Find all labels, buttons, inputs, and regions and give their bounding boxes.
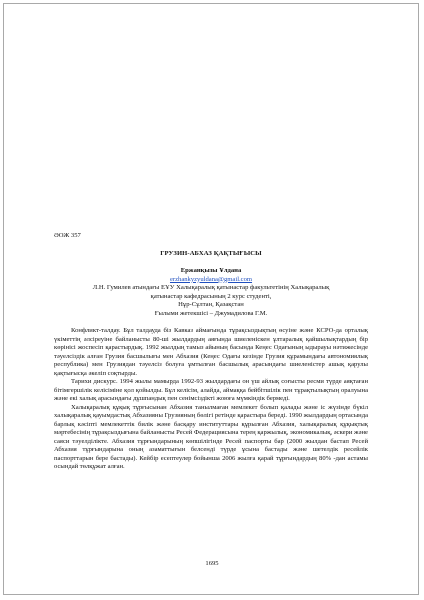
paragraph-conflict-analysis: Конфликт-талдау. Бұл талдауда біз Кавказ аймағында тұрақсыздықтың өсуіне және КСРО-да орталық үкіметтің әлсіреуіне байланысты 80-ші жылдардың аяғында шиеленіскен ұлтаралық қайшылықтардың бір көрінісі жоспесіп қарастырдық. 1992 жылдың тамыз айының басында Кеңес Одағының ыдырауы нәтижесінде тәуелсіздік алған Грузия басшылығы мен Абхазия (Кеңес Одағы кезінде Грузия құрамындағы автономиялық республика) мен Грузиядан тәуелсіз болуға ұмтылған басшылық арасындағы шиеленістер ашық қарулы қақтығысқа әкеліп соқтырды. — [54, 327, 368, 377]
author-email-link[interactable]: erzhankyzyuldana@gmail.com — [169, 275, 253, 283]
article-title: ГРУЗИН-АБХАЗ ҚАҚТЫҒЫСЫ — [160, 249, 262, 257]
affiliation-line: қатынастар кафедрасының 2 курс студенті, — [150, 292, 272, 300]
author-name: Ержанқызы Ұлдана — [180, 267, 242, 274]
affiliation-line: Л.Н. Гумилев атындағы ЕҰУ Халықаралық қатынастар факультетінің Халықаралық — [92, 284, 330, 291]
paragraph-international-law: Халықаралық құқық тұрғысынан Абхазия танылмаған мемлекет болып қалады және іс жүзінде бүкіл халықаралық қауымдастық Абхазияны Грузияның бөлігі ретінде қарастыра береді. 1990 жылдардың ортасында барлық кәсіпті мемлекеттік билік және басқару институттары құрылған Абхазия, халықаралық құқықтық мәртебесінің тұрақсыздығына байланысты Ресей Федерациясына терең қаржылық, экономикалық, әскери және саяси тәуелділікте. Абхазия тұрғындарының көпшілігінде Ресей паспорты бар (2000 жылдан бастап Ресей Абхазия тұрғындарына оның азаматтығын белсенді түрде ұсына бастады және шетелдік ресейлік паспорттарын бере бастады). Кейбір есептеулер бойынша 2006 жылға қарай тұрғындардың 80% -дан астамы осындай төлқұжат алған. — [54, 403, 368, 470]
paragraph-historical-discourse: Тарихи дискурс. 1994 жылы мамырда 1992-93 жылдардағы он үш айлық соғысты ресми түрде аяқтаған бітімгершілік келісіміне қол қойылды. Бұл келісім, алайда, аймаққа бейбітшілік пен тұрақтылықтың оралуына және екі халық арасындағы дұшпандық пен сенімсіздікті жоюға мүмкіндік бермеді. — [54, 378, 368, 402]
affiliation-line: Нұр-Сұлтан, Қазақстан — [178, 301, 244, 308]
udk-code: ӘОЖ 357 — [54, 232, 81, 239]
article-body — [54, 232, 368, 472]
page-number: 1695 — [205, 560, 219, 567]
supervisor-line: Ғылыми жетекшісі – Джумадилова Г.М. — [154, 309, 268, 317]
